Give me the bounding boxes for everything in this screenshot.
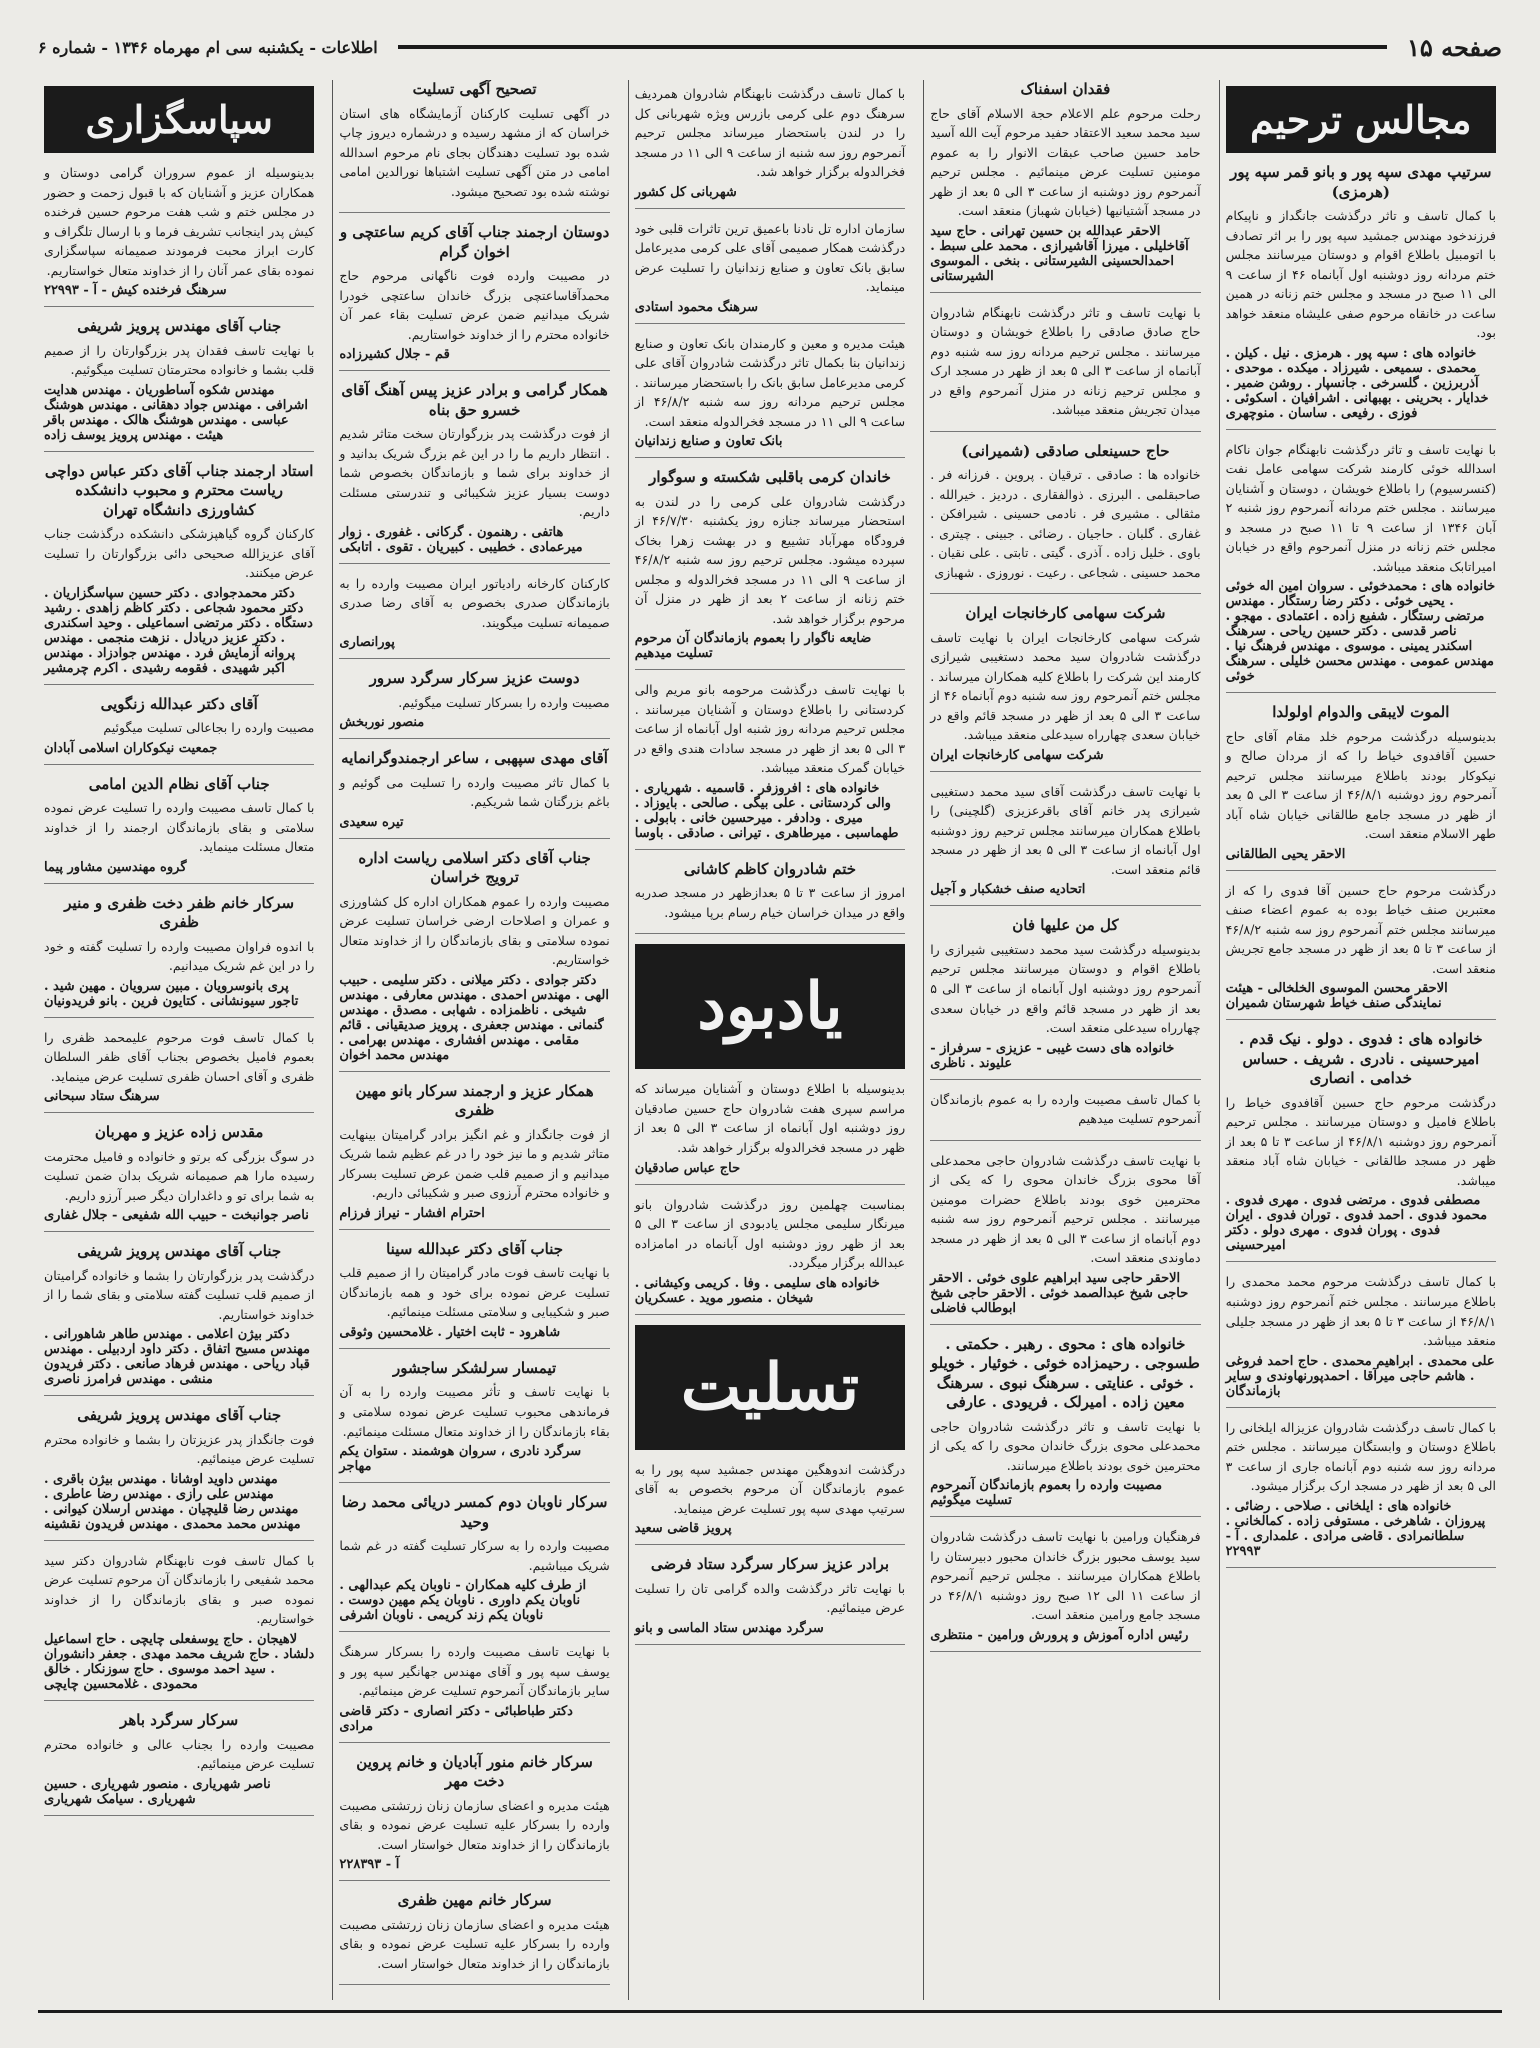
notice-body: فوت جانگداز پدر عزیزتان را بشما و خانواده محترم تسلیت عرض مینمائیم. bbox=[43, 1431, 315, 1467]
notice-body: از فوت درگذشت پدر بزرگوارتان سخت متاثر شدیم . انتظار داریم ما را در این غم بزرگ شریک بدانید و از خداوند برای شما و بازماندگان بخصوص شما دوست بسیار عزیز شکیبائی و تندرستی مسئلت داریم. bbox=[339, 426, 610, 520]
notice bbox=[44, 462, 314, 685]
notice-signature: هاتفی . رهنمون . گرکانی . غفوری . زوار میرعمادی . خطیبی . کبیریان . تقوی . اتابکی bbox=[339, 524, 583, 555]
notice-body: مصیبت وارده را بسرکار تسلیت میگوئیم. bbox=[398, 694, 610, 710]
notice-title: تصحیح آگهی تسلیت bbox=[412, 80, 537, 98]
notice bbox=[635, 219, 905, 324]
notice-signature: پرویز قاضی سعید bbox=[634, 1521, 732, 1537]
notice bbox=[44, 163, 314, 307]
notice-signature: مهندس شکوه آساطوریان . مهندس هدایت اشرافی . مهندس جواد دهقانی . مهندس هوشنگ عباسی . مهندس هوشنگ هالک . مهندس باقر هیئت . مهندس پرویز یوسف زاده bbox=[43, 382, 308, 443]
notice-signature: ناصر شهریاری . منصور شهریاری . حسین شهریاری . سیامک شهریاری bbox=[43, 1776, 271, 1807]
notice-signature: رئیس اداره آموزش و پرورش ورامین - منتظری bbox=[930, 1627, 1189, 1643]
notice-title: سرکار خانم ظفر دخت ظفری و منیر ظفری bbox=[64, 893, 295, 932]
notice-title: جناب آقای دکتر اسلامی ریاست اداره ترویج خراسان bbox=[358, 848, 591, 887]
column-1 bbox=[1219, 80, 1502, 2000]
notice-title: جناب آقای مهندس پرویز شریفی bbox=[77, 1406, 282, 1425]
notice-body: با نهایت تاسف درگذشت مرحومه بانو مریم والی کردستانی را باطلاع دوستان و آشنایان میرسانند . مجلس ترحیم مردانه روز شنبه اول آبانماه از ساعت ۳ الی ۵ بعد از ظهر در مسجد سادات هندی واقع در خیابان گمرک منعقد میباشد. bbox=[634, 682, 906, 776]
notice-body: درگذشت مرحوم حاج حسین آقافدوی خیاط را باطلاع فامیل و دوستان میرسانند . مجلس ترحیم آنمرحوم روز دوشنبه ۴۶/۸/۱ از ساعت ۳ تا ۵ بعد از ظهر در مسجد طالقانی - خیابان شاه آباد منعقد میباشد. bbox=[1225, 1094, 1496, 1188]
notice bbox=[1226, 1418, 1496, 1568]
notice-title: همکار گرامی و برادر عزیز پیس آهنگ آقای خسرو حق بناه bbox=[341, 381, 608, 419]
notice-body: با کمال تاسف مصیبت وارده را تسلیت عرض نموده سلامتی و بقای بازماندگان ارجمند را از خداوند متعال مسئلت مینماید. bbox=[43, 800, 315, 855]
notice bbox=[339, 849, 609, 1072]
notice bbox=[930, 1090, 1200, 1141]
notice-signature: آ - ۲۲۸۳۹۳ bbox=[339, 1857, 400, 1873]
notice bbox=[635, 84, 905, 209]
notice-body: با اندوه فراوان مصیبت وارده را تسلیت گفته و خود را در این غم شریک میدانیم. bbox=[43, 938, 315, 974]
notice-body: با کمال تاسف مصیبت وارده را به عموم بازماندگان آنمرحوم تسلیت میدهیم bbox=[930, 1091, 1201, 1127]
notice-title: الموت لایبقی والدوام اولولدا bbox=[1272, 703, 1450, 722]
notice-signature: مهندس داوید اوشانا . مهندس بیژن باقری . مهندس علی رازی . مهندس رضا عاطری . مهندس رضا قلیچیان . مهندس ارسلان کیوانی . مهندس محمد محمدی . مهندس فریدون نقشینه bbox=[43, 1471, 301, 1532]
notice-signature: شرکت سهامی کارخانجات ایران bbox=[930, 747, 1104, 763]
notice-body: از فوت جانگداز و غم انگیز برادر گرامیتان بینهایت متاثر شدیم و ما نیز خود را در غم عظیم شما شریک میدانیم و از صمیم قلب ضمن عرض تسلیت بسرکار و خانواده محترم آرزوی صبر و شکیبائی داریم. bbox=[339, 1126, 610, 1201]
notice-body: با کمال تاسف درگذشت نابهنگام شادروان همردیف سرهنگ دوم علی کرمی بازرس ویژه شهربانی کل را در لندن باستحضار میرساند مجلس ترحیم آنمرحوم روز سه شنبه از ساعت ۹ الی ۱۱ در مسجد فخرالدوله برگزار خواهد شد. bbox=[634, 86, 906, 180]
header-rule bbox=[398, 45, 1387, 49]
notice-signature: سرهنگ ستاد سبحانی bbox=[43, 1089, 160, 1105]
notice-signature: دکتر جوادی . دکتر میلانی . دکتر سلیمی . حبیب الهی . مهندس احمدی . مهندس معارفی . مهندس شیخی . ناظمزاده . شهابی . مصدق . مهندس گنمانی . مهندس جعفری . پرویز صدیقیانی . قائم مقامی . مهندس افشاری . مهندس بهرامی . مهندس محمد اخوان bbox=[339, 972, 609, 1063]
bottom-rule bbox=[38, 2010, 1502, 2013]
notice bbox=[339, 1493, 609, 1632]
notice bbox=[44, 1242, 314, 1396]
notice bbox=[635, 860, 905, 935]
page-header bbox=[38, 30, 1502, 64]
column-4 bbox=[332, 80, 615, 2000]
notice bbox=[339, 381, 609, 564]
notice bbox=[339, 223, 609, 371]
column-5 bbox=[38, 80, 320, 2000]
notice bbox=[44, 1028, 314, 1114]
notice-body: با کمال تاسف درگذشت شادروان عزیزاله ایلخانی را باطلاع دوستان و وابستگان میرسانند . مجلس ختم مردانه روز سه شنبه دوم آبانماه جاری از ساعت ۳ الی ۵ بعد از ظهر در مسجد ارک برگزار میشود. bbox=[1225, 1419, 1496, 1494]
notice-signature: خانواده های : سپه پور . هرمزی . نیل . کیلن . محمدی . سمیعی . شیرزاد . میکده . موحدی . آذربرزین . گلسرخی . جانسپار . روشن ضمیر . خدایار . بحرینی . بهبهانی . اشرافیان . اسکوئی . فوزی . رفیعی . ساسان . منوچهری bbox=[1225, 345, 1489, 421]
notice-signature: خانواده های : محمدخوئی . سروان امین اله خوئی . یحیی خوئی . دکتر رضا رستگار . مهندس مرتضی رستگار . شفیع زاده . اعتمادی . مهجو . ناصر قدسی . دکتر حسین ریاحی . سرهنگ اسکندر یمینی . موسوی . مهندس فرهنگ نیا . مهندس عمومی . مهندس محسن خلیلی . سرهنگ خوئی bbox=[1225, 579, 1496, 685]
notice-signature: خانواده های دست غیبی - عزیزی - سرفراز - علیوند . ناظری bbox=[930, 1040, 1175, 1071]
notice-signature: علی محمدی . ابراهیم محمدی . حاج احمد فروغی . هاشم حاجی میرآقا . احمدپورنهاوندی و سایر بازماندگان bbox=[1225, 1353, 1495, 1399]
notice-title: حاج حسینعلی صادقی (شمیرانی) bbox=[961, 441, 1170, 460]
notice bbox=[339, 1642, 609, 1743]
notice-body: در مصیبت وارده فوت ناگهانی مرحوم حاج محمدآقاساعتچی بزرگ خاندان ساعتچی خودرا شریک میدانیم ضمن عرض تسلیت بقاء عمر آن خانواده محترم را از خداوند خواستاریم. bbox=[339, 268, 610, 342]
notice-body: بدینوسیله با اطلاع دوستان و آشنایان میرساند که مراسم سپری هفت شادروان حاج حسین صادقیان روز دوشنبه اول آبانماه از ساعت ۳ الی ۵ بعد از ظهر در مسجد فخرالدوله برگزار خواهد شد. bbox=[634, 1081, 906, 1155]
notice-signature: اتحادیه صنف خشکبار و آجیل bbox=[930, 882, 1086, 898]
notice bbox=[1226, 881, 1496, 1021]
notice bbox=[1226, 1030, 1496, 1262]
notice-title: خانواده های : فدوی . دولو . نیک قدم . امیرحسینی . نادری . شریف . حساس خدامی . انصاری bbox=[1238, 1030, 1483, 1088]
notice bbox=[339, 749, 609, 839]
notice-signature: گروه مهندسین مشاور پیما bbox=[43, 859, 187, 875]
notice bbox=[1226, 703, 1496, 871]
column-banner: مجالس ترحیم bbox=[1226, 86, 1496, 153]
notice-signature: قم - جلال کشیرزاده bbox=[339, 347, 450, 363]
columns bbox=[38, 80, 1502, 2000]
notice bbox=[635, 334, 905, 459]
notice bbox=[930, 1151, 1200, 1325]
notice-body: کارکنان گروه گیاهپزشکی دانشکده درگذشت جناب آقای عزیزالله صحیحی دائی بزرگوارتان را تسلیت عرض میکنند. bbox=[43, 526, 315, 581]
notice-body: بدینوسیله از عموم سروران گرامی دوستان و همکاران عزیز و آشنایان که با قبول زحمت و حضور در مجلس ختم و شب هفت مرحوم حسین فرخنده کیش پدر اینجانب تشریف فرما و با ارسال تلگراف و کارت ابراز محبت فرمودند صمیمانه سپاسگزاری نموده بقای عمر آنان را از خداوند متعال خواستاریم. bbox=[43, 165, 315, 278]
notice bbox=[930, 782, 1200, 907]
notice-signature: سرگرد مهندس ستاد الماسی و بانو bbox=[634, 1620, 824, 1636]
notice-body: با نهایت تاسف فوت مادر گرامیتان را از صمیم قلب تسلیت عرض نموده برای خود و همه بازماندگان صبر و شکیبایی و سلامتی مسئلت مینمائیم. bbox=[339, 1265, 610, 1320]
notice bbox=[930, 1335, 1200, 1518]
notice-body: بدینوسیله درگذشت مرحوم خلد مقام آقای حاج حسین آقافدوی خیاط را که از مردان صالح و نیکوکار بودند باطلاع میرسانند مجلس ترحیم آنمرحوم روز دوشنبه ۴۶/۸/۱ از ساعت ۳ الی ۵ بعد از ظهر در مسجد جامع طالقانی خیابان شاه آباد طهر الاسلام منعقد است. bbox=[1225, 728, 1497, 842]
notice-body: با نهایت تاسف و تاثر درگذشت نابهنگام شادروان حاج صادق صادقی را باطلاع خویشان و دوستان میرسانند . مجلس ترحیم مردانه روز سه شنبه دوم آبانماه از ساعت ۳ الی ۵ بعد از ظهر در مسجد ارک و مجلس ترحیم زنانه در منزل آنمرحوم واقع در میدان تجریش منعقد میباشد. bbox=[930, 304, 1201, 418]
notice-signature: از طرف کلیه همکاران - ناوبان یکم عبدالهی . ناوبان یکم داوری . ناوبان یکم مهین دوست . ناوبان یکم زند کریمی . ناوبان اشرفی bbox=[339, 1578, 587, 1624]
notice-body: هیئت مدیره و معین و کارمندان بانک تعاون و صنایع زندانیان بنا بکمال تاثر درگذشت شادروان آقای علی کرمی مدیرعامل سابق بانک را باستحضار میرسانند . مجلس ترحیم مردانه روز سه شنبه ۴۶/۸/۲ از ساعت ۹ الی ۱۱ در مسجد فخرالدوله منعقد است. bbox=[634, 335, 906, 429]
notice-body: درگذشت شادروان علی کرمی را در لندن به استحضار میرساند جنازه روز یکشنبه ۴۶/۷/۳۰ از فرودگاه مهرآباد تشییع و در بهشت زهرا بخاک سپرده میشود. مجلس ترحیم روز سه شنبه ۴۶/۸/۲ از ساعت ۹ الی ۱۱ در مسجد فخرالدوله و مجلس ختم زنانه از ساعت ۲ بعد از ظهر در منزل آن مرحوم برگزار خواهد شد. bbox=[634, 493, 906, 626]
notice bbox=[339, 1240, 609, 1349]
notice bbox=[339, 1753, 609, 1882]
notice-title: مقدس زاده عزیز و مهربان bbox=[94, 1123, 264, 1142]
notice bbox=[44, 1406, 314, 1541]
notice-body: مصیبت وارده را بجاعالی تسلیت میگوئیم bbox=[103, 720, 315, 736]
notice-body: رحلت مرحوم علم الاعلام حجة الاسلام آقای حاج سید محمد سعید الاعتقاد حفید مرحوم آیت الله آسید حامد حسین صاحب عبقات الانوار را به عموم مومنین تسلیت عرض مینمائیم . مجلس ترحیم آنمرحوم روز دوشنبه از ساعت ۳ الی ۵ بعد از ظهر در مسجد آشتیانیها (خیابان شهباز) منعقد است. bbox=[930, 105, 1201, 219]
notice-body: با کمال تاثر مصیبت وارده را تسلیت می گوئیم و باغم بزرگتان شما شریکیم. bbox=[339, 774, 610, 810]
notice-title: برادر عزیز سرکار سرگرد ستاد فرضی bbox=[650, 1555, 890, 1574]
notice-body: با نهایت تاسف درگذشت آقای سید محمد دستغیبی شیرازی پدر خانم آقای باقرعزیزی (گلچینی) را باطلاع همکاران میرسانند مجلس ترحیم روز دوشنبه اول آبانماه از ساعت ۳ الی ۵ بعد از ظهر در مسجد قائم منعقد است. bbox=[930, 783, 1201, 877]
notice-signature: خانواده های سلیمی . وفا . کریمی وکیشانی . شیخان . منصور موید . عسکریان bbox=[634, 1275, 880, 1306]
notice-signature: شاهرود - ثابت اختیار . غلامحسین وثوقی bbox=[339, 1324, 561, 1340]
notice bbox=[339, 1082, 609, 1230]
notice bbox=[44, 894, 314, 1018]
column-2 bbox=[923, 80, 1206, 2000]
notice bbox=[930, 604, 1200, 772]
notice-body: با کمال تاسف درگذشت مرحوم محمد محمدی را باطلاع میرسانند . مجلس ختم آنمرحوم روز دوشنبه ۴۶/۸/۱ از ساعت ۳ تا ۵ بعد از ظهر در مسجد جلیلی منعقد میباشد. bbox=[1225, 1274, 1496, 1349]
notice-signature: مصیبت وارده را بعموم بازماندگان آنمرحوم تسلیت میگوئیم bbox=[930, 1478, 1163, 1509]
notice-signature: حاج عباس صادقیان bbox=[634, 1160, 741, 1176]
notice-body: مصیبت وارده را عموم همکاران اداره کل کشاورزی و عمران و اصلاحات ارضی خراسان تسلیت عرض نموده سلامتی و بقای بازماندگان را از خداوند متعال خواستاریم. bbox=[339, 893, 610, 968]
notice-signature: سرهنگ محمود استادی bbox=[634, 299, 759, 315]
notice bbox=[44, 317, 314, 452]
notice-body: هیئت مدیره و اعضای سازمان زنان زرتشتی مصیبت وارده را بسرکار علیه تسلیت عرض نموده و بقای بازماندگان را از خداوند متعال خواستار است. bbox=[339, 1797, 610, 1852]
notice bbox=[44, 1551, 314, 1701]
notice-signature: منصور نوربخش bbox=[339, 715, 425, 731]
notice bbox=[44, 1711, 314, 1816]
notice-signature: دکتر طباطبائی - دکتر انصاری - دکتر قاضی مرادی bbox=[339, 1703, 573, 1734]
notice-title: دوستان ارجمند جناب آقای کریم ساعتچی و اخوان گرام bbox=[339, 223, 610, 261]
notice-signature: خانواده های : ایلخانی . صلاحی . رضائی . پیروزان . شاهرخی . مستوفی زاده . کمالخانی . سلطانمرادی . قاضی مرادی . علمداری . آ - ۲۲۹۹۳ bbox=[1225, 1498, 1486, 1559]
notice bbox=[930, 303, 1200, 432]
notice bbox=[339, 1891, 609, 1985]
notice bbox=[930, 1527, 1200, 1652]
notice bbox=[44, 775, 314, 884]
column-banner: سپاسگزاری bbox=[44, 86, 314, 153]
notice bbox=[930, 80, 1200, 293]
notice bbox=[930, 916, 1200, 1079]
notice-body: مصیبت وارده را به سرکار تسلیت گفته در غم شما شریک میباشیم. bbox=[339, 1538, 610, 1573]
notice-body: با نهایت تاسف و تاثر درگذشت شادروان حاجی محمدعلی محوی بزرگ خاندان محوی را که یکی از محترمین خوی بودند باطلاع میرسانند. bbox=[930, 1418, 1201, 1473]
notice-signature: الاحقر محسن الموسوی الخلخالی - هیئت نمایندگی صنف خیاط شهرستان شمیران bbox=[1225, 981, 1448, 1012]
notice-body: با کمال تاسف فوت مرحوم علیمحمد ظفری را بعموم فامیل بخصوص بجناب آقای ظفر السلطان ظفری و آقای احسان ظفری تسلیت عرض مینماید. bbox=[43, 1029, 315, 1084]
notice-signature: جمعیت نیکوکاران اسلامی آبادان bbox=[43, 740, 218, 756]
notice-body: بدینوسیله درگذشت سید محمد دستغیبی شیرازی را باطلاع اقوام و دوستان میرسانند مجلس ترحیم آنمرحوم روز دوشنبه اول آبانماه از ساعت ۳ الی ۵ بعد از ظهر در مسجد قائم واقع در خیابان سعدی چهارراه سیدعلی منعقد است. bbox=[930, 941, 1201, 1036]
notice-title: استاد ارجمند جناب آقای دکتر عباس دواچی ریاست محترم و محبوب دانشکده کشاورزی دانشگاه تهران bbox=[44, 461, 314, 519]
notice bbox=[635, 1460, 905, 1546]
notice-title: سرکار خانم مهین ظفری bbox=[397, 1891, 552, 1910]
notice bbox=[44, 695, 314, 765]
notice bbox=[635, 468, 905, 670]
notice-signature: پورانصاری bbox=[339, 635, 395, 651]
tasliat-banner: تسلیت bbox=[635, 1325, 905, 1450]
notice bbox=[635, 1555, 905, 1645]
notice-title: آقای مهدی سپهبی ، ساعر ارجمندوگرانمایه bbox=[341, 749, 608, 768]
notice-body: با نهایت تاسف مصیبت وارده را بسرکار سرهنگ یوسف سپه پور و آقای مهندس جهانگیر سپه پور و سایر بازماندگان آنمرحوم تسلیت عرض مینمائیم. bbox=[339, 1644, 610, 1699]
notice-signature: سرهنگ فرخنده کیش - آ - ۲۲۹۹۳ bbox=[43, 283, 227, 299]
notice bbox=[44, 1123, 314, 1232]
notice-signature: الاحقر حاجی سید ابراهیم علوی خوئی . الاحقر حاجی شیخ عبدالصمد خوئی . الاحقر حاجی شیخ ابوطالب فاضلی bbox=[930, 1270, 1189, 1316]
yadbood-banner: یادبود bbox=[635, 944, 905, 1069]
notice-title: سرکار سرگرد باهر bbox=[120, 1711, 239, 1729]
notice-body: با نهایت تاسف و تأثر مصیبت وارده را به آن فرماندهی محبوب تسلیت عرض نموده سلامتی و بقاء بازماندگان را از خداوند متعال مسئلت مینمائیم. bbox=[339, 1384, 610, 1439]
notice-title: خانواده های : محوی . رهبر . حکمتی . طسوجی . رحیمزاده خوئی . خوئیار . خویلو . خوئی . عنایتی . سرهنگ نبوی . سرهنگ معین زاده . امیرلک . فریودی . عارفی bbox=[930, 1334, 1200, 1412]
notice-body: با کمال تاسف و تاثر درگذشت جانگداز و ناپیکام فرزندخود مهندس جمشید سپه پور را بر اثر تصادف با اتومبیل باطلاع اقوام و دوستان میرسانند مجلس ختم مردانه روز دوشنبه اول آبانماه ۴۶ از ساعت ۹ الی ۱۱ صبح در مسجد و مجلس ختم زنانه در همین ساعت در خانقاه مرحوم صفی علیشاه منعقد خواهد بود. bbox=[1225, 208, 1496, 341]
notice-signature: پری بانوسرویان . مبین سرویان . مهین شید . تاجور سیونشانی . کتایون فرین . بانو فریدونیان bbox=[43, 978, 299, 1009]
notice-signature: لاهیجان . حاج یوسفعلی چایچی . حاج اسماعیل دلشاد . حاج شریف محمد مهدی . جعفر دانشوران . سید احمد موسوی . حاج سوزنکار . خالق محمودی . غلامحسین چایچی bbox=[43, 1632, 315, 1692]
notice-title: همکار عزیز و ارجمند سرکار بانو مهین ظفری bbox=[355, 1081, 594, 1120]
notice-title: جناب آقای نظام الدین امامی bbox=[88, 774, 270, 793]
notice-signature: دکتر محمدجوادی . دکتر حسین سپاسگزاریان . دکتر محمود شجاعی . دکتر کاظم زاهدی . رشید دستگاه . دکتر مرتضی اسماعیلی . وحید اسکندری . دکتر عزیز دریادل . نزهت منجمی . مهندس پروانه آزمایش فرد . مهندس جوادزاد . مهندس اکبر شهیدی . فقومه رشیدی . اکرم چرمشیر bbox=[43, 585, 313, 676]
notice bbox=[1226, 163, 1496, 430]
notice-body: با نهایت تاسف درگذشت شادروان حاجی محمدعلی آقا محوی بزرگ خاندان محوی را که یکی از محترمین خوی بودند باطلاع حضرات مومنین میرسانند . مجلس ترحیم آنمرحوم روز سه شنبه دوم آبانماه از ساعت ۳ الی ۵ بعد از ظهر در مسجد دماوندی منعقد است. bbox=[930, 1152, 1201, 1266]
notice-body: خانواده ها : صادقی . ترقیان . پروین . فرزانه فر . صاحبقلمی . البرزی . ذوالفقاری . دردیز . خیرالله . مثقالی . مشیری فر . نادمی حسینی . شیرافکن . غفاری . گلبان . حاجیان . رضائی . جبینی . چیتری . باوی . خلیل زاده . آذری . گیتی . تابتی . علی نقیان . محمد حسینی . شجاعی . رعیت . نوروزی . شهبازی bbox=[930, 467, 1201, 580]
notice bbox=[339, 669, 609, 739]
notice-body: امروز از ساعت ۳ تا ۵ بعدازظهر در مسجد صدربه واقع در میدان خراسان خیام رسام برپا میشود. bbox=[634, 885, 906, 920]
notice-body: درگذشت اندوهگین مهندس جمشید سپه پور را به عموم بازماندگان آن مرحوم بخصوص به آقای سرتیپ مهدی سپه پور تسلیت عرض مینماید. bbox=[634, 1461, 906, 1516]
notice-signature: الاحقر عبدالله بن حسین تهرانی . حاج سید آقاخلیلی . میرزا آقاشیرازی . محمد علی سبط . احمدالحسینی الشیرستانی . بنخی . الموسوی الشیرستانی bbox=[930, 223, 1189, 284]
notice-title: کل من علیها فان bbox=[1012, 916, 1119, 935]
notice-signature: بانک تعاون و صنایع زندانیان bbox=[634, 434, 783, 450]
page-number: صفحه ۱۵ bbox=[1406, 32, 1502, 62]
notice-signature: ضایعه ناگوار را بعموم بازماندگان آن مرحوم تسلیت میدهیم bbox=[634, 631, 872, 662]
notice-body: با کمال تاسف فوت نابهنگام شادروان دکتر سید محمد شفیعی را بازماندگان آن مرحوم تسلیت عرض نموده صبر و بقای بازماندگان را از خداوند خواستاریم. bbox=[43, 1552, 315, 1627]
notice-body: مصیبت وارده را بجناب عالی و خانواده محترم تسلیت عرض مینمائیم. bbox=[43, 1736, 315, 1772]
notice-signature: ناصر جوانبخت - حبیب الله شفیعی - جلال غفاری bbox=[43, 1208, 309, 1224]
notice-title: فقدان اسفناک bbox=[1020, 80, 1111, 98]
notice-body: با نهایت تاسف و تاثر درگذشت نابهنگام جوان ناکام اسدالله خوئی کارمند شرکت سهامی عامل نفت (کنسرسیوم) را باطلاع خویشان ، دوستان و آشنایان میرسانند . مجلس ختم مردانه آنمرحوم روز شنبه ۲ آبان ۱۳۴۶ از ساعت ۹ تا ۱۱ صبح در مسجد و مجلس ختم زنانه در منزل آنمرحوم واقع در خیابان امیراتابک منعقد میباشد. bbox=[1225, 441, 1496, 574]
notice bbox=[930, 442, 1200, 595]
notice-body: با نهایت تاثر درگذشت والده گرامی تان را تسلیت عرض مینمائیم. bbox=[634, 1580, 906, 1616]
notice-title: جناب آقای مهندس پرویز شریفی bbox=[77, 1242, 282, 1261]
notice bbox=[339, 80, 609, 213]
notice-title: آقای دکتر عبدالله زنگویی bbox=[100, 694, 258, 713]
notice-body: درگذشت مرحوم حاج حسین آقا فدوی را که از معتبرین صنف خیاط بوده به عموم اعضاء صنف میرسانند مجلس ختم آنمرحوم روز سه شنبه ۴۶/۸/۲ از ساعت ۳ تا ۵ بعد از ظهر در مسجد جامع تجریش منعقد است. bbox=[1225, 882, 1496, 976]
notice-body: بمناسبت چهلمین روز درگذشت شادروان بانو میرنگار سلیمی مجلس یادبودی از ساعت ۳ الی ۵ بعد از ظهر روز دوشنبه اول آبانماه در امامزاده عبدالله برگزار میگردد. bbox=[634, 1196, 906, 1271]
dateline: اطلاعات - یکشنبه سی ام مهرماه ۱۳۴۶ - شماره ۶ bbox=[38, 37, 378, 57]
notice-signature: شهربانی کل کشور bbox=[634, 184, 737, 200]
notice-body: کارکنان کارخانه رادیاتور ایران مصیبت وارده را به بازماندگان صدری بخصوص به آقای رضا صدری صمیمانه تسلیت میگویند. bbox=[339, 575, 610, 630]
notice bbox=[635, 1195, 905, 1315]
notice-title: خاندان کرمی باقلبی شکسته و سوگوار bbox=[649, 468, 891, 487]
notice-title: شرکت سهامی کارخانجات ایران bbox=[965, 604, 1166, 623]
notice-body: شرکت سهامی کارخانجات ایران با نهایت تاسف درگذشت شادروان سید محمد دستغیبی شیرازی کارمند این شرکت را باطلاع کلیه همکاران میرساند . مجلس ختم آنمرحوم روز سه شنبه دوم آبانماه ۴۶ از ساعت ۳ الی ۵ بعد از ظهر در مسجد قائم واقع در خیابان سعدی چهارراه سیدعلی منعقد میباشد. bbox=[930, 629, 1201, 743]
notice-title: جناب آقای مهندس پرویز شریفی bbox=[77, 317, 282, 336]
notice bbox=[635, 1079, 905, 1184]
notice-body: در آگهی تسلیت کارکنان آزمایشگاه های استان خراسان که از مشهد رسیده و درشماره دیروز چاپ شده بود تسلیت دهندگان بجای نام مرحوم اسدالله امامی در متن آگهی تسلیت اشتباها نورالدین امامی نوشته شده بود تصحیح میشود. bbox=[339, 105, 610, 199]
notice-body: فرهنگیان ورامین با نهایت تاسف درگذشت شادروان سید یوسف محبور بزرگ خاندان محبور دبیرستان را باطلاع همکاران میرسانند . مجلس ترحیم آنمرحوم از ساعت ۱۱ الی ۱۲ صبح روز دوشنبه ۴۶/۸/۱ در مسجد جامع ورامین منعقد است. bbox=[930, 1529, 1201, 1623]
notice-body: هیئت مدیره و اعضای سازمان زنان زرتشتی مصیبت وارده را بسرکار علیه تسلیت عرض نموده و بقای بازماندگان را از خداوند متعال خواستار است. bbox=[339, 1916, 610, 1971]
notice-signature: سرگرد نادری ، سروان هوشمند . ستوان یکم مهاجر bbox=[339, 1444, 582, 1475]
notice bbox=[1226, 1272, 1496, 1407]
notice bbox=[339, 1359, 609, 1483]
notice-body: با نهایت تاسف فقدان پدر بزرگوارتان را از صمیم قلب بشما و خانواده محترمتان تسلیت میگوئیم. bbox=[43, 342, 315, 378]
notice-title: ختم شادروان کاظم کاشانی bbox=[683, 859, 857, 878]
notice-title: جناب آقای دکتر عبدالله سینا bbox=[386, 1239, 564, 1258]
notice-signature: الاحقر یحیی الطالقانی bbox=[1225, 846, 1346, 862]
notice-title: تیمسار سرلشکر ساجشور bbox=[393, 1358, 557, 1377]
notice-signature: احترام افشار - نیراز فرزام bbox=[339, 1205, 485, 1221]
notice bbox=[339, 574, 609, 660]
notice-body: درگذشت پدر بزرگوارتان را بشما و خانواده گرامیتان از صمیم قلب تسلیت گفته سلامتی و بقای شما را از خداوند خواستاریم. bbox=[43, 1267, 315, 1322]
notice-signature: دکتر بیژن اعلامی . مهندس طاهر شاهورانی . مهندس مسیح اتفاق . دکتر داود اردبیلی . مهندس قباد ریاحی . مهندس فرهاد صانعی . دکتر فریدون منشی . مهندس فرامرز ناصری bbox=[43, 1327, 310, 1388]
notice-body: در سوگ بزرگی که برتو و خانواده و فامیل محترمت رسیده مارا هم صمیمانه شریک بدان ضمن تسلیت به شما برای تو و داغداران دیگر صبر آرزو داریم. bbox=[43, 1148, 315, 1203]
notice-signature: خانواده های : افروزفر . قاسمیه . شهریاری . والی کردستانی . علی بیگی . صالحی . بایوزاد . میری . ودادفر . میرحسین خانی . بابولی . طهماسبی . میرطاهری . تیرانی . صادقی . باوسا bbox=[634, 780, 899, 841]
notice-signature: مصطفی فدوی . مرتضی فدوی . مهری فدوی . محمود فدوی . احمد فدوی . توران فدوی . ایران فدوی . پوران فدوی . مهری دولو . دکتر امیرحسینی bbox=[1225, 1193, 1488, 1254]
notice-title: سرتیپ مهدی سپه پور و بانو قمر سپه پور (هرمزی) bbox=[1230, 163, 1492, 201]
notice-body: سازمان اداره تل نادنا باعمیق ترین تاثرات قلبی خود درگذشت همکار صمیمی آقای علی کرمی مدیرعامل سابق بانک تعاون و صنایع زندانیان را تسلیت عرض مینماید. bbox=[634, 220, 906, 295]
column-3 bbox=[628, 80, 911, 2000]
notice bbox=[635, 680, 905, 850]
notice-title: دوست عزیز سرکار سرگرد سرور bbox=[369, 669, 580, 688]
notice-title: سرکار ناوبان دوم کمسر دریائی محمد رضا وحید bbox=[341, 1493, 608, 1531]
notice-title: سرکار خانم منور آبادیان و خانم پروین دخت مهر bbox=[356, 1752, 593, 1791]
notice-signature: تیره سعیدی bbox=[339, 814, 404, 830]
notice bbox=[1226, 440, 1496, 694]
